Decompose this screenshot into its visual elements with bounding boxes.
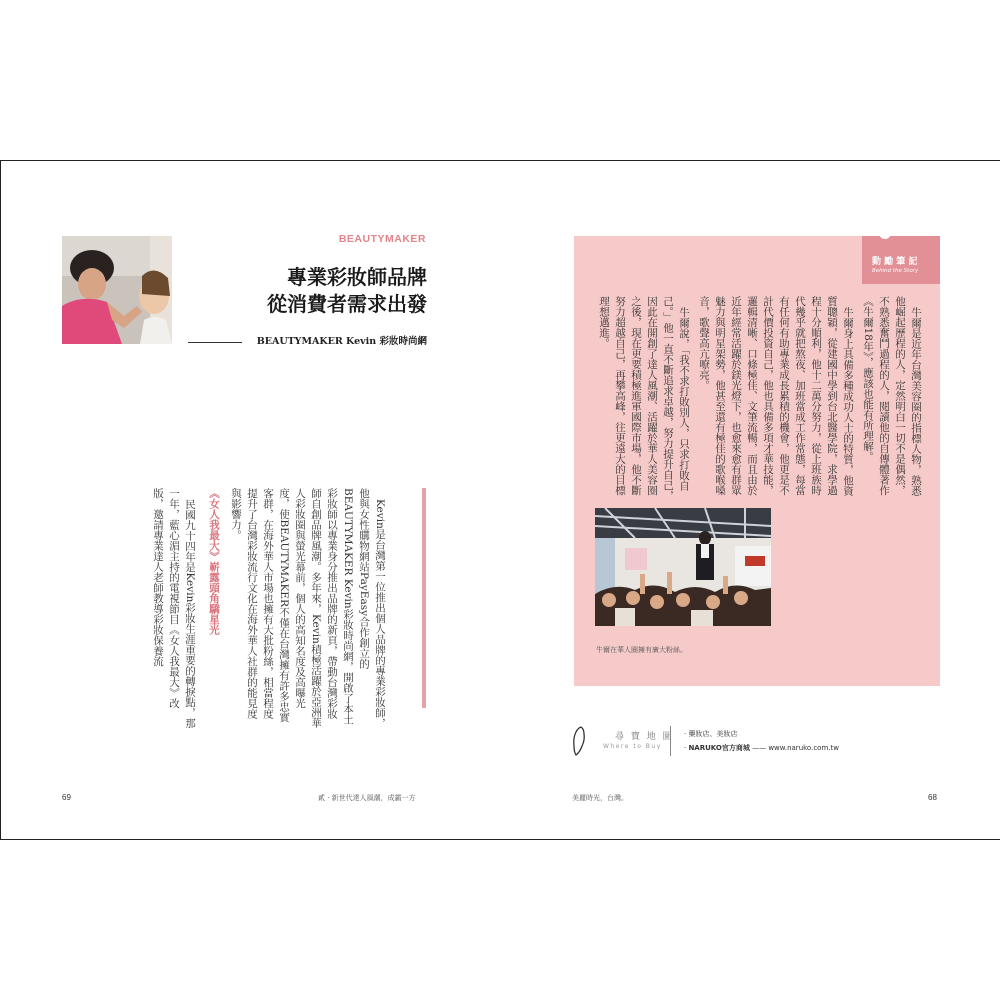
buy-location-2: · NARUKO官方商城 —— www.naruko.com.tw [684,744,839,752]
buy-location-1-text: 藥妝店、美妝店 [688,730,738,738]
right-paragraph-3: 牛爾說，「我不求打敗別人，只求打敗自己。」他一直不斷追求卓越，努力提升自己，因此在開創了達人風潮、活躍於華人美容圈之後，現在更要積極進軍國際市場，他不斷努力超越自己，再攀高峰，往更遠大的目標理想邁進。 [598,296,690,501]
right-paragraph-1: 牛爾是近年台灣美容圈的指標人物，熟悉他崛起歷程的人，定然明白一切不是偶然，不熟悉奮鬥過程的人，閱讀他的自傳體著作《牛爾18年》，應該也能有所理解。 [862,296,922,496]
fans-photo [595,508,771,626]
where-to-buy-divider [670,726,671,756]
tab-dot-icon [879,227,891,239]
where-to-buy-title: 尋 寶 地 圖 [615,732,674,742]
accent-bar [422,488,426,708]
tab-title: 動 勵 筆 記 [872,257,918,267]
right-paragraph-2: 牛爾身上具備多種成功人士的特質，他資質聰穎，從建國中學到台北醫學院，求學過程十分順利，他十二萬分努力，從上班族時代幾乎就把熬夜、加班當成工作常態，每當有任何有助專業成長累積的機會，他更是不計代價投資自己，他也具備多項才華技能，邏輯清晰、口條極佳、文筆流暢，而且由於近年經常活躍於鎂光燈下，也愈來愈有群眾魅力與明星架勢，他甚至還有極佳的歌喉嗓音，歌聲高亢嘹亮。 [698,296,854,496]
buy-location-2-url[interactable]: www.naruko.com.tw [768,744,839,752]
right-page-number: 68 [928,793,937,802]
left-footer: 貳 · 新世代達人風潮，成霸一方 [318,794,416,802]
buy-location-1: · 藥妝店、美妝店 [684,730,738,738]
taiwan-map-icon [572,726,586,756]
photo-caption: 牛爾在華人圈擁有廣大粉絲。 [596,646,687,654]
article-title [200,264,427,318]
right-footer: 美麗時光，台灣。 [572,794,628,802]
right-body-text [592,296,924,504]
left-page-number: 69 [62,793,71,802]
left-paragraph-2: 民國九十四年是Kevin彩妝生涯重要的轉捩點，那一年，藍心湄主持的電視節目《女人我最大》改版，邀請專業達人老師教導彩妝保養流 [152,488,196,728]
makeup-photo [62,236,172,344]
byline-rule [188,342,242,343]
byline: BEAUTYMAKER Kevin 彩妝時尚網 [256,336,427,347]
tab-subtitle: Behind the Story [872,268,919,274]
left-body-text [66,488,388,728]
left-subhead: 《女人我最大》嶄露頭角驕星光 [208,488,220,635]
title-line-1: 專業彩妝師品牌 [287,265,427,289]
title-line-2: 從消費者需求出發 [267,292,427,316]
brand-label: BEAUTYMAKER [338,233,426,245]
buy-location-2-label: NARUKO官方商城 [688,744,750,752]
where-to-buy-subtitle: Where to Buy [603,743,662,750]
left-paragraph-1: Kevin是台灣第一位推出個人品牌的專業彩妝師，他與女性購物網站PayEasy合作創立的BEAUTYMAKER Kevin彩妝時尚網，開啟了本土彩妝師以專業身分推出品牌的新頁，帶動台灣彩妝師自創品牌風潮。多年來，Kevin積極活躍於亞洲華人彩妝圈與螢光幕前，個人的高知名度及高曝光度，使BEAUTYMAKER不僅在台灣擁有許多忠實客群，在海外華人市場也擁有大批粉絲，相當程度提升了台灣彩妝流行文化在海外華人社群的能見度與影響力。 [230,488,386,728]
